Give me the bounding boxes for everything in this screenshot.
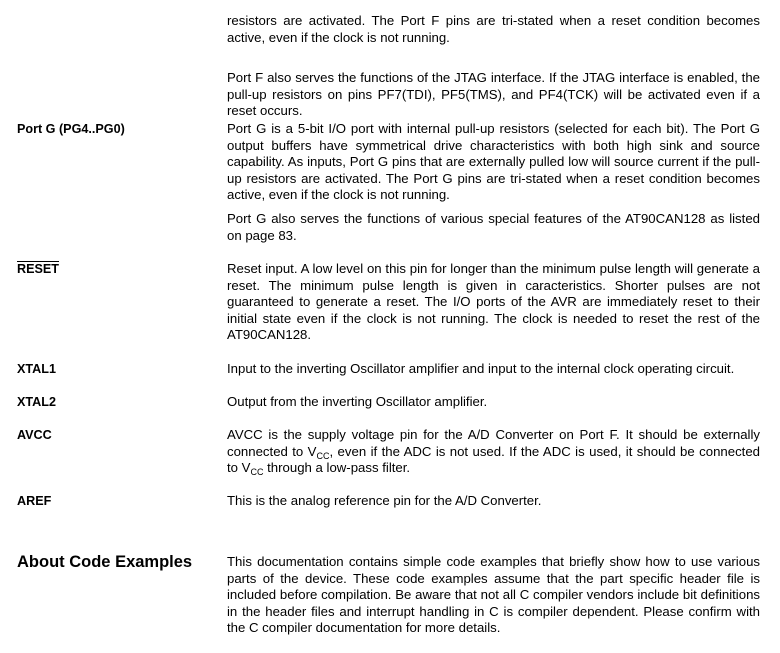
avcc-text-part1: AVCC is the supply voltage pin for the A/D Converter on Port F. It should be externally connected to V (227, 427, 760, 459)
avcc-pin-label: AVCC (17, 428, 52, 442)
xtal1-description: Input to the inverting Oscillator amplifier and input to the internal clock operating circuit. (227, 361, 735, 376)
reset-pin-label: RESET (17, 262, 59, 276)
xtal1-pin-label: XTAL1 (17, 362, 56, 376)
xtal2-pin-label: XTAL2 (17, 395, 56, 409)
aref-description: This is the analog reference pin for the A/D Converter. (227, 493, 542, 508)
vcc-subscript-2: CC (250, 467, 264, 478)
reset-description: Reset input. A low level on this pin for longer than the minimum pulse length will generate a reset. The minimum pulse length is given in caracteristics. Shorter pulses are not guaranteed to generate a reset. The I/O ports of the AVR are immediately reset to their initial state even if the clock is not running. The clock is needed to reset the rest of the AT90CAN128. (227, 261, 760, 343)
code-examples-description: This documentation contains simple code examples that briefly show how to use various parts of the device. These code examples assume that the part specific header file is included before compilation. Be aware that not all C compiler vendors include bit definitions in the header files and interrupt handling in C is compiler dependent. Please confirm with the C compiler documentation for more details. (227, 554, 760, 636)
xtal2-description: Output from the inverting Oscillator amplifier. (227, 394, 488, 409)
vcc-subscript-1: CC (316, 450, 330, 461)
avcc-text-part2: , even if the ADC is not used. If the ADC is used, it should be connected to V (227, 443, 760, 476)
avcc-text-part3: through a low-pass filter. (263, 460, 411, 476)
portg-special-features: Port G also serves the functions of various special features of the AT90CAN128 as listed on page 83. (227, 211, 760, 243)
portg-pin-label: Port G (PG4..PG0) (17, 122, 125, 136)
avcc-description (227, 427, 760, 477)
portg-description: Port G is a 5-bit I/O port with internal pull-up resistors (selected for each bit). The Port G output buffers have symmetrical drive characteristics with both high sink and source capability. As inputs, Port G pins that are externally pulled low will source current if the pull-up resistors are activated. The Port G pins are tri-stated when a reset condition becomes active, even if the clock is not running. (227, 121, 760, 203)
aref-pin-label: AREF (17, 494, 52, 508)
portf-continuation-paragraph: resistors are activated. The Port F pins are tri-stated when a reset condition becomes active, even if the clock is not running. (227, 13, 760, 45)
section-title-code-examples: About Code Examples (17, 553, 193, 571)
portf-jtag-paragraph: Port F also serves the functions of the JTAG interface. If the JTAG interface is enabled, the pull-up resistors on pins PF7(TDI), PF5(TMS), and PF4(TCK) will be activated even if a reset occurs. (227, 70, 760, 119)
